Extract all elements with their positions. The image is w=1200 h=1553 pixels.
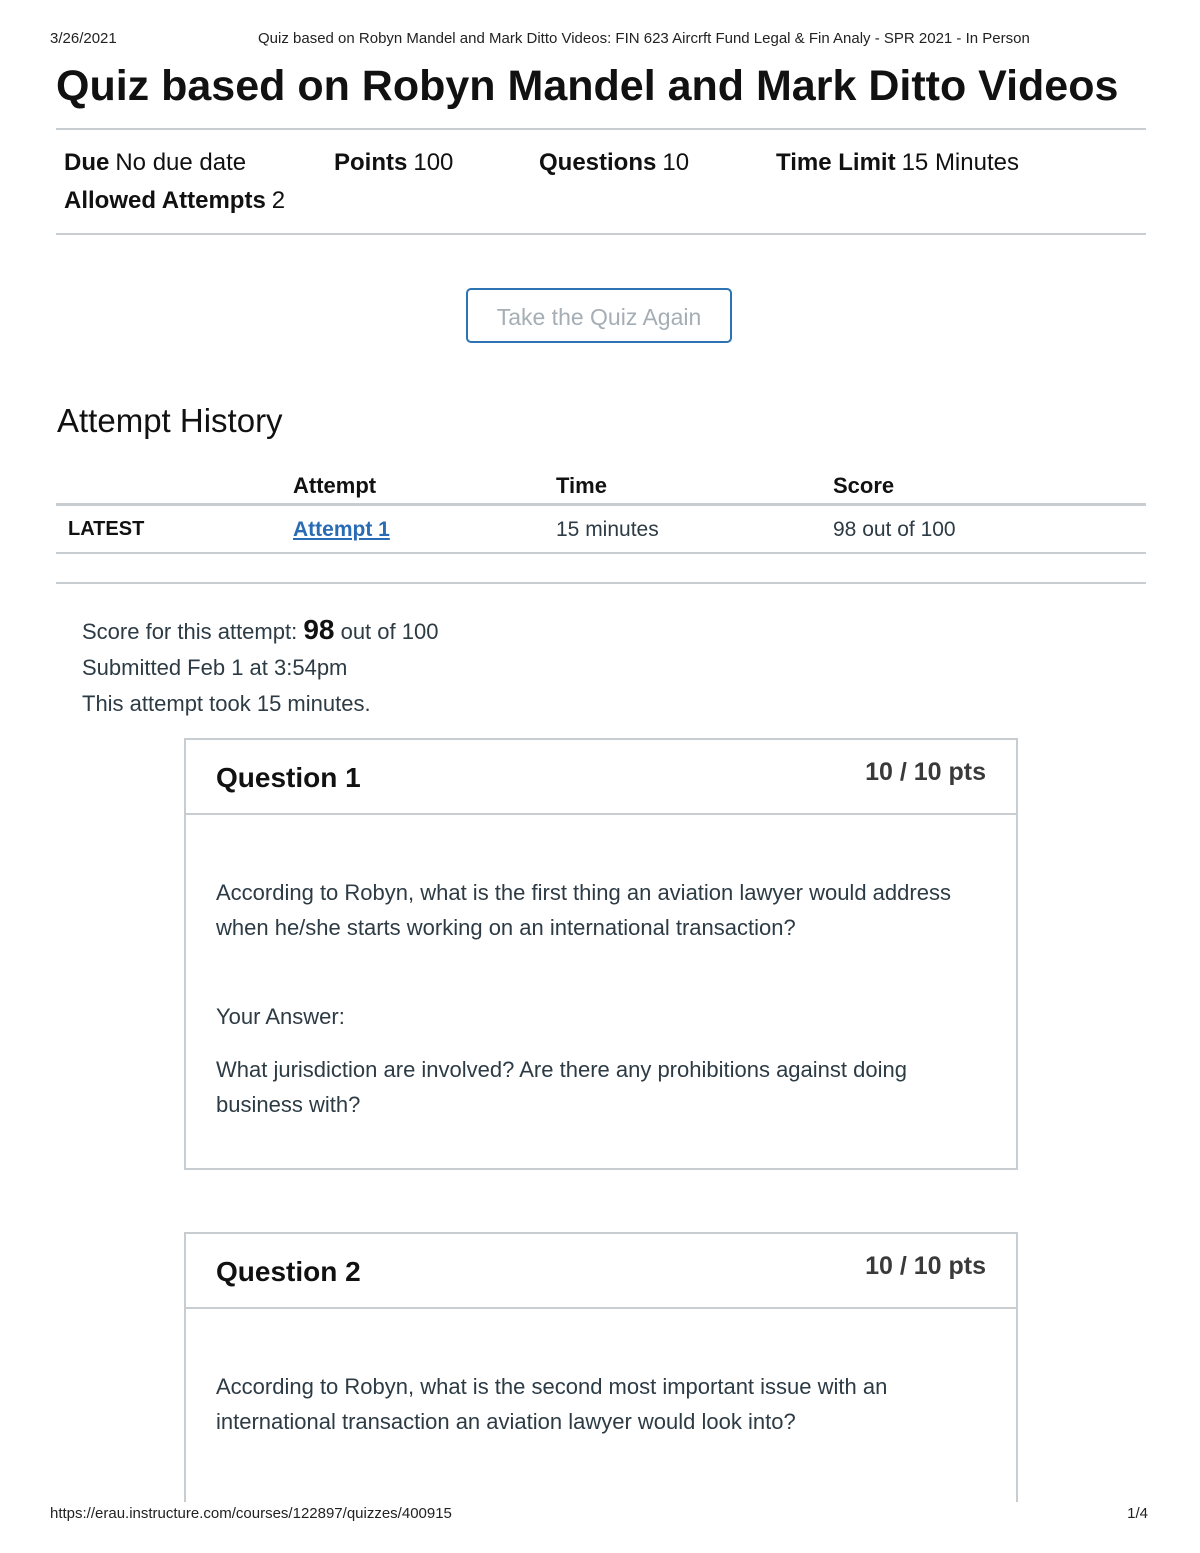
quiz-points	[334, 149, 453, 177]
attempt-duration: This attempt took 15 minutes.	[82, 691, 371, 716]
print-url: https://erau.instructure.com/courses/122897/quizzes/400915	[50, 1505, 452, 1522]
page-title: Quiz based on Robyn Mandel and Mark Ditto Videos	[56, 62, 1119, 110]
attempt-time: 15 minutes	[556, 518, 659, 541]
divider	[56, 128, 1146, 130]
attempt-score: 98 out of 100	[833, 518, 956, 541]
question-card	[184, 738, 1018, 1170]
divider	[56, 582, 1146, 584]
quiz-time-limit	[776, 149, 1019, 177]
quiz-questions	[539, 149, 689, 177]
print-page-title: Quiz based on Robyn Mandel and Mark Ditto Videos: FIN 623 Aircrft Fund Legal & Fin Analy - SPR 2021 - In Person	[258, 30, 1030, 47]
score-value: 98	[303, 614, 335, 645]
question-title: Question 2	[216, 1256, 361, 1287]
attempt-1-link[interactable]: Attempt 1	[293, 518, 390, 541]
table-header-divider	[56, 503, 1146, 506]
column-header-time: Time	[556, 473, 607, 498]
take-quiz-again-button[interactable]: Take the Quiz Again	[466, 288, 732, 343]
submitted-time: Submitted Feb 1 at 3:54pm	[82, 655, 348, 680]
your-answer-label: Your Answer:	[216, 1004, 345, 1029]
question-text: According to Robyn, what is the second most important issue with an international transaction an aviation lawyer would look into?	[216, 1374, 888, 1434]
allowed-attempts-value: 2	[271, 187, 286, 214]
table-row-divider	[56, 552, 1146, 554]
due-value: No due date	[115, 149, 247, 176]
quiz-due	[64, 149, 246, 177]
divider	[56, 233, 1146, 235]
due-label: Due	[64, 149, 110, 176]
answer-text: What jurisdiction are involved? Are there any prohibitions against doing business with?	[216, 1057, 907, 1117]
print-footer	[50, 1505, 1148, 1525]
question-text: According to Robyn, what is the first thing an aviation lawyer would address when he/she starts working on an international transaction?	[216, 880, 951, 940]
points-value: 100	[413, 149, 454, 176]
column-header-score: Score	[833, 473, 895, 498]
question-header	[186, 1234, 1016, 1309]
time-limit-label: Time Limit	[776, 149, 896, 176]
print-header	[50, 30, 1148, 50]
question-points: 10 / 10 pts	[865, 1252, 986, 1280]
score-prefix: Score for this attempt:	[82, 619, 304, 644]
question-title: Question 1	[216, 762, 361, 793]
attempt-history-heading: Attempt History	[57, 402, 283, 439]
question-card	[184, 1232, 1018, 1502]
print-date: 3/26/2021	[50, 30, 117, 47]
points-label: Points	[334, 149, 408, 176]
questions-label: Questions	[539, 149, 657, 176]
question-header	[186, 740, 1016, 815]
quiz-allowed-attempts	[64, 187, 285, 215]
latest-badge: LATEST	[68, 518, 145, 540]
column-header-attempt: Attempt	[293, 473, 377, 498]
attempt-score-summary	[82, 614, 438, 646]
question-points: 10 / 10 pts	[865, 758, 986, 786]
print-page-number: 1/4	[1127, 1505, 1148, 1522]
questions-value: 10	[662, 149, 690, 176]
allowed-attempts-label: Allowed Attempts	[64, 187, 266, 214]
score-suffix: out of 100	[334, 619, 439, 644]
time-limit-value: 15 Minutes	[901, 149, 1019, 176]
